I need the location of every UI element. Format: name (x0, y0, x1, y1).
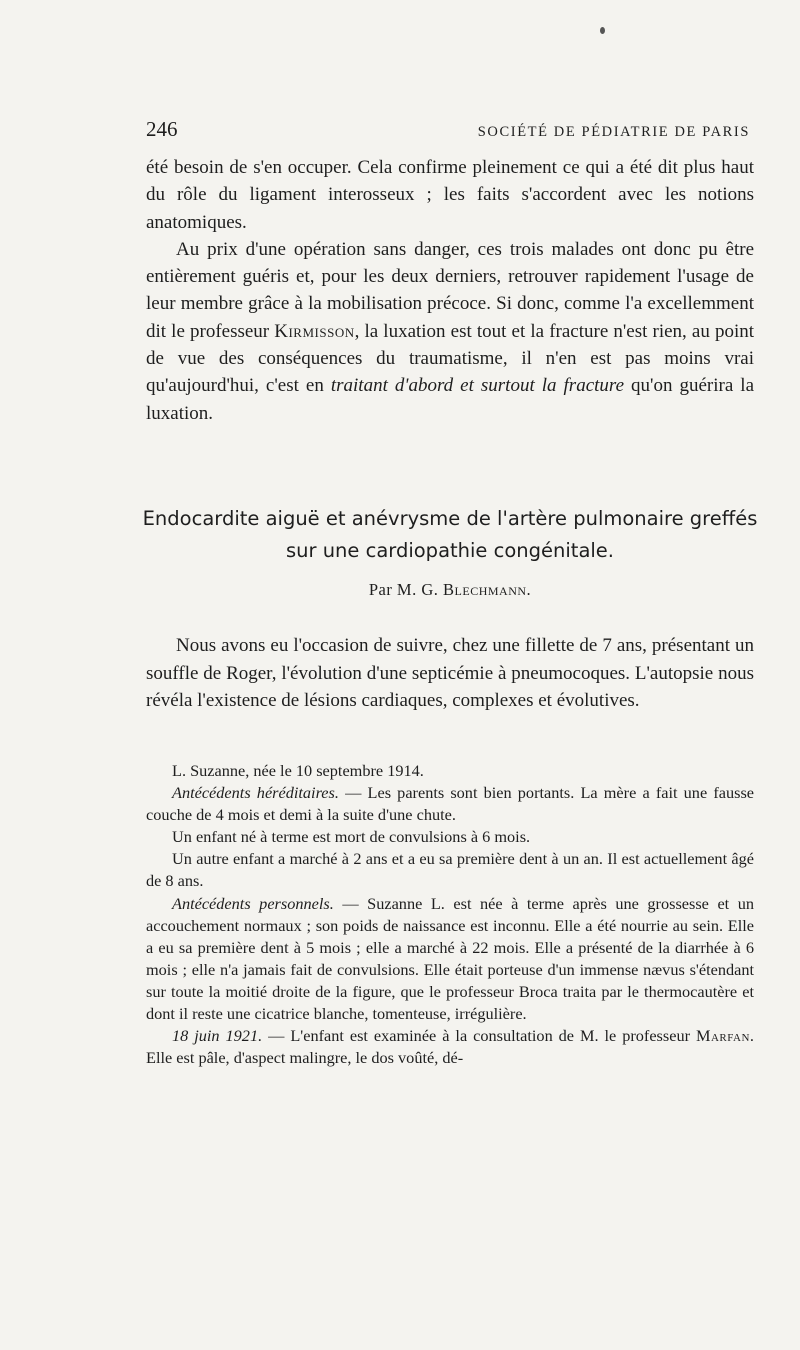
text-run: — L'enfant est examinée à la consultation de M. le professeur (262, 1026, 696, 1046)
section-label: Antécédents héréditaires. (172, 783, 339, 803)
article-intro (146, 632, 754, 715)
title-line: sur une cardiopathie congénitale. (285, 539, 615, 562)
paper-speck (600, 27, 605, 34)
author-name: Marfan (695, 1026, 750, 1046)
text-run: , la luxation est tout et la fracture n'est rien, au point de vue des conséquences du traumatisme, il n'en est pas moins vrai qu'aujourd'hui, c'est en (146, 320, 755, 397)
paragraph: Un enfant né à terme est mort de convulsions à 6 mois. (172, 827, 531, 847)
title-line: Endocardite aiguë et anévrysme de l'artère pulmonaire greffés (142, 507, 758, 530)
case-report (146, 760, 754, 1069)
text-run: qu'on guérira la luxation. (146, 375, 755, 424)
page-header (146, 117, 754, 145)
previous-article-conclusion (146, 154, 754, 427)
paragraph (146, 782, 754, 826)
running-head: SOCIÉTÉ DE PÉDIATRIE DE PARIS (477, 124, 750, 140)
author-name: Kirmisson (274, 320, 355, 342)
text-run: Au prix d'une opération sans danger, ces trois malades ont donc pu être entièrement guéris et, pour les deux derniers, retrouver rapidement l'usage de leur membre grâce à la mobilisation précoce. Si donc, comme l'a excellemment dit le professeur (146, 238, 754, 342)
paragraph (146, 893, 754, 1026)
page-number: 246 (146, 117, 178, 141)
paragraph (146, 1025, 754, 1069)
section-label: Antécédents personnels. (172, 893, 334, 913)
paragraph: Un autre enfant a marché à 2 ans et a eu sa première dent à un an. Il est actuellement âgé de 8 ans. (146, 849, 754, 891)
text-run: — Suzanne L. est née à terme après une grossesse et un accouchement normaux ; son poids de naissance est inconnu. Elle a été nourrie au sein. Elle a eu sa première dent à 5 mois ; elle a marché à 22 mois. Elle a présenté de la diarrhée à 6 mois ; elle n'a jamais fait de convulsions. Elle était porteuse d'un immense nævus s'étendant sur toute la moitié droite de la figure, que le professeur Broca traita par le thermocautère et dont il reste une cicatrice blanche, tomenteuse, irrégulière. (146, 893, 755, 1024)
paragraph (146, 236, 754, 427)
byline-suffix: . (526, 580, 532, 599)
text-run: — Les parents sont bien portants. La mère a fait une fausse couche de 4 mois et demi à la suite d'une chute. (146, 783, 755, 825)
byline (146, 580, 754, 600)
article-title (120, 503, 780, 567)
paragraph: été besoin de s'en occuper. Cela confirme pleinement ce qui a été dit plus haut du rôle du ligament interosseux ; les faits s'accordent avec les notions anatomiques. (146, 157, 754, 233)
paragraph: Nous avons eu l'occasion de suivre, chez une fillette de 7 ans, présentant un souffle de Roger, l'évolution d'une septicémie à pneumocoques. L'autopsie nous révéla l'existence de lésions cardiaques, complexes et évolutives. (146, 635, 754, 711)
byline-prefix: Par M. G. (368, 580, 444, 599)
italic-text: traitant d'abord et surtout la fracture (330, 375, 625, 397)
case-name: L. Suzanne, née le 10 septembre 1914. (172, 761, 424, 780)
author-name: Blechmann (443, 580, 527, 599)
date-label: 18 juin 1921. (172, 1026, 263, 1046)
text-run: . Elle est pâle, d'aspect malingre, le dos voûté, dé- (146, 1026, 754, 1068)
